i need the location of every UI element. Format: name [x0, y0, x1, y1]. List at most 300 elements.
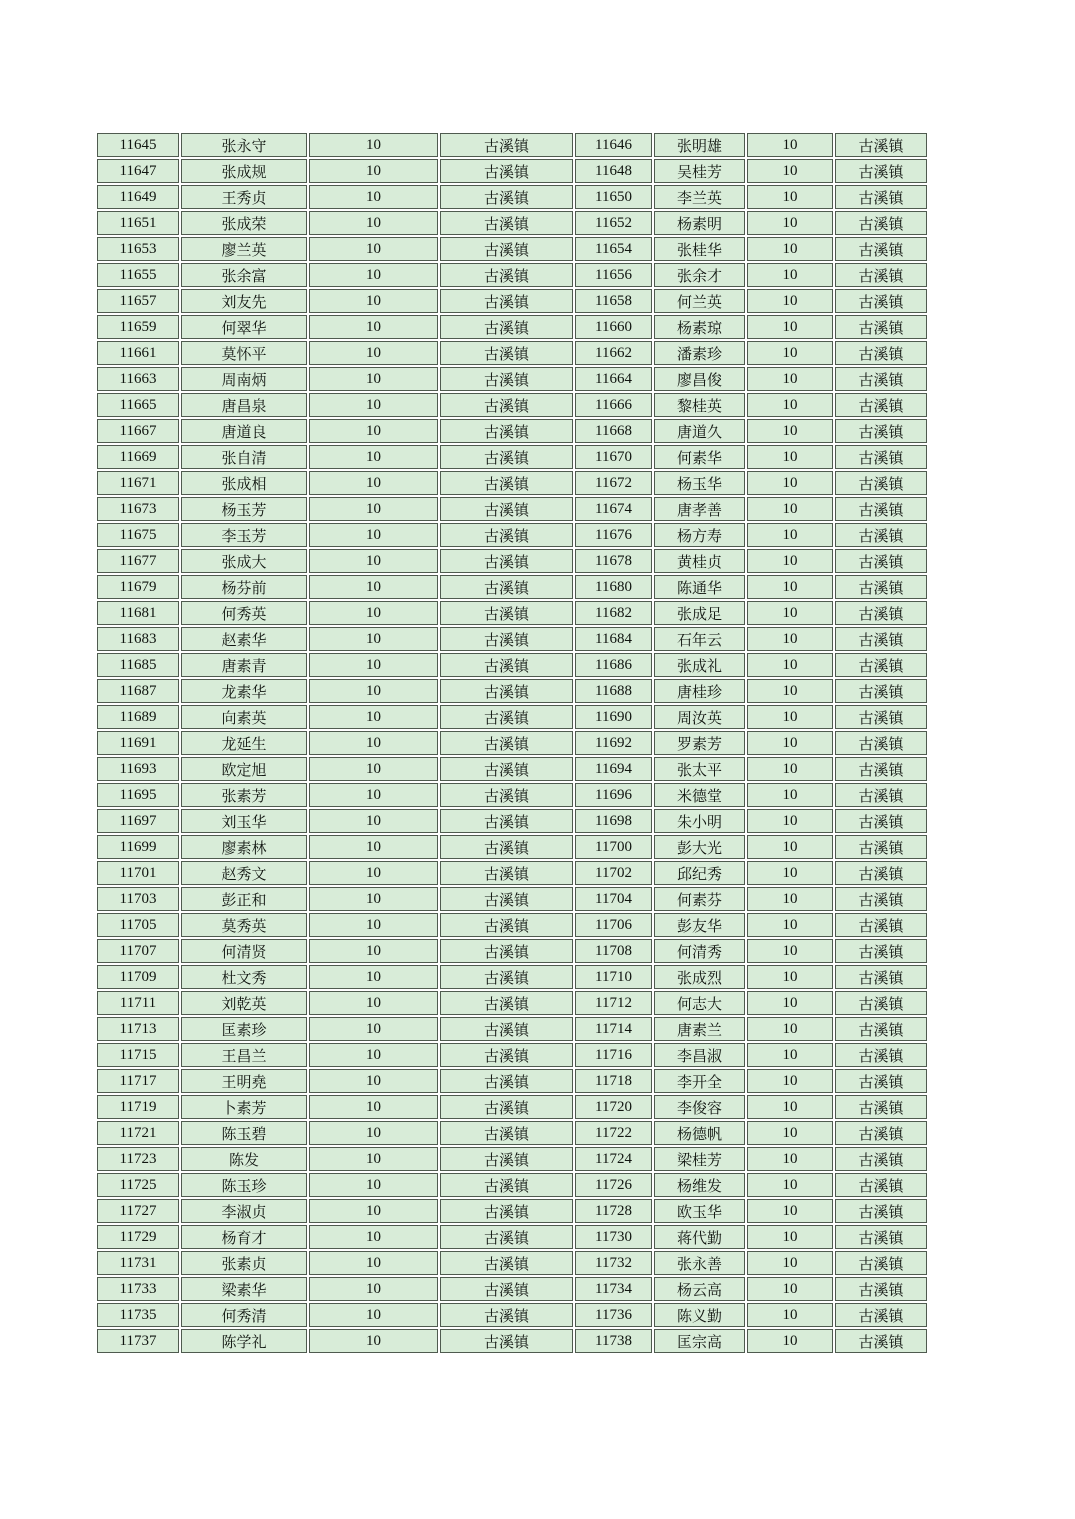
table-row [97, 159, 927, 183]
table-row [97, 471, 927, 495]
table-row [97, 757, 927, 781]
person-id-cell: 11716 [575, 1043, 652, 1067]
town-cell: 古溪镇 [440, 1251, 573, 1275]
person-name-cell: 赵素华 [181, 627, 307, 651]
person-id-cell: 11693 [97, 757, 179, 781]
person-name-cell: 张永善 [654, 1251, 745, 1275]
amount-cell: 10 [309, 887, 438, 911]
person-id-cell: 11706 [575, 913, 652, 937]
person-name-cell: 张成规 [181, 159, 307, 183]
person-name-cell: 龙素华 [181, 679, 307, 703]
town-cell: 古溪镇 [440, 653, 573, 677]
person-id-cell: 11649 [97, 185, 179, 209]
person-id-cell: 11730 [575, 1225, 652, 1249]
person-name-cell: 张明雄 [654, 133, 745, 157]
amount-cell: 10 [747, 705, 833, 729]
town-cell: 古溪镇 [835, 1043, 927, 1067]
town-cell: 古溪镇 [440, 835, 573, 859]
town-cell: 古溪镇 [440, 679, 573, 703]
person-id-cell: 11734 [575, 1277, 652, 1301]
person-name-cell: 米德堂 [654, 783, 745, 807]
town-cell: 古溪镇 [440, 523, 573, 547]
town-cell: 古溪镇 [440, 575, 573, 599]
person-id-cell: 11690 [575, 705, 652, 729]
person-id-cell: 11645 [97, 133, 179, 157]
person-name-cell: 李开全 [654, 1069, 745, 1093]
person-id-cell: 11683 [97, 627, 179, 651]
person-id-cell: 11685 [97, 653, 179, 677]
person-name-cell: 吴桂芳 [654, 159, 745, 183]
amount-cell: 10 [747, 315, 833, 339]
amount-cell: 10 [747, 601, 833, 625]
table-row [97, 1225, 927, 1249]
person-id-cell: 11709 [97, 965, 179, 989]
table-row [97, 445, 927, 469]
person-id-cell: 11707 [97, 939, 179, 963]
person-id-cell: 11647 [97, 159, 179, 183]
table-row [97, 835, 927, 859]
person-name-cell: 唐素青 [181, 653, 307, 677]
person-id-cell: 11703 [97, 887, 179, 911]
person-id-cell: 11684 [575, 627, 652, 651]
table-row [97, 783, 927, 807]
person-name-cell: 王昌兰 [181, 1043, 307, 1067]
table-row [97, 341, 927, 365]
person-id-cell: 11733 [97, 1277, 179, 1301]
amount-cell: 10 [309, 393, 438, 417]
amount-cell: 10 [747, 809, 833, 833]
town-cell: 古溪镇 [440, 419, 573, 443]
person-id-cell: 11704 [575, 887, 652, 911]
amount-cell: 10 [747, 627, 833, 651]
amount-cell: 10 [309, 1303, 438, 1327]
town-cell: 古溪镇 [440, 991, 573, 1015]
person-id-cell: 11659 [97, 315, 179, 339]
amount-cell: 10 [309, 965, 438, 989]
person-name-cell: 张成相 [181, 471, 307, 495]
table-row [97, 1121, 927, 1145]
person-name-cell: 廖兰英 [181, 237, 307, 261]
town-cell: 古溪镇 [835, 757, 927, 781]
amount-cell: 10 [747, 237, 833, 261]
town-cell: 古溪镇 [440, 1173, 573, 1197]
person-name-cell: 李俊容 [654, 1095, 745, 1119]
amount-cell: 10 [309, 1147, 438, 1171]
town-cell: 古溪镇 [440, 1121, 573, 1145]
town-cell: 古溪镇 [835, 1225, 927, 1249]
town-cell: 古溪镇 [440, 393, 573, 417]
table-row [97, 1069, 927, 1093]
person-name-cell: 陈玉珍 [181, 1173, 307, 1197]
person-name-cell: 何秀英 [181, 601, 307, 625]
town-cell: 古溪镇 [440, 497, 573, 521]
person-id-cell: 11689 [97, 705, 179, 729]
person-name-cell: 何素华 [654, 445, 745, 469]
amount-cell: 10 [747, 887, 833, 911]
town-cell: 古溪镇 [835, 1017, 927, 1041]
table-row [97, 419, 927, 443]
town-cell: 古溪镇 [440, 211, 573, 235]
person-name-cell: 杨维发 [654, 1173, 745, 1197]
town-cell: 古溪镇 [835, 679, 927, 703]
person-id-cell: 11679 [97, 575, 179, 599]
person-id-cell: 11650 [575, 185, 652, 209]
person-id-cell: 11664 [575, 367, 652, 391]
person-id-cell: 11722 [575, 1121, 652, 1145]
table-row [97, 1251, 927, 1275]
amount-cell: 10 [747, 1303, 833, 1327]
person-id-cell: 11691 [97, 731, 179, 755]
town-cell: 古溪镇 [440, 887, 573, 911]
person-name-cell: 陈玉碧 [181, 1121, 307, 1145]
town-cell: 古溪镇 [835, 419, 927, 443]
person-name-cell: 张素芳 [181, 783, 307, 807]
person-name-cell: 彭友华 [654, 913, 745, 937]
person-name-cell: 张永守 [181, 133, 307, 157]
person-name-cell: 唐昌泉 [181, 393, 307, 417]
amount-cell: 10 [747, 731, 833, 755]
table-row [97, 497, 927, 521]
person-id-cell: 11712 [575, 991, 652, 1015]
amount-cell: 10 [747, 991, 833, 1015]
person-name-cell: 罗素芳 [654, 731, 745, 755]
town-cell: 古溪镇 [835, 1303, 927, 1327]
person-id-cell: 11686 [575, 653, 652, 677]
amount-cell: 10 [747, 211, 833, 235]
person-id-cell: 11718 [575, 1069, 652, 1093]
person-id-cell: 11671 [97, 471, 179, 495]
town-cell: 古溪镇 [440, 1303, 573, 1327]
town-cell: 古溪镇 [440, 913, 573, 937]
person-id-cell: 11714 [575, 1017, 652, 1041]
amount-cell: 10 [309, 1069, 438, 1093]
town-cell: 古溪镇 [440, 159, 573, 183]
amount-cell: 10 [309, 1121, 438, 1145]
amount-cell: 10 [747, 653, 833, 677]
town-cell: 古溪镇 [835, 263, 927, 287]
town-cell: 古溪镇 [835, 549, 927, 573]
person-id-cell: 11672 [575, 471, 652, 495]
town-cell: 古溪镇 [440, 965, 573, 989]
amount-cell: 10 [309, 341, 438, 365]
person-name-cell: 何素芬 [654, 887, 745, 911]
person-id-cell: 11713 [97, 1017, 179, 1041]
town-cell: 古溪镇 [835, 1199, 927, 1223]
town-cell: 古溪镇 [440, 627, 573, 651]
town-cell: 古溪镇 [835, 211, 927, 235]
person-name-cell: 刘乾英 [181, 991, 307, 1015]
town-cell: 古溪镇 [440, 237, 573, 261]
amount-cell: 10 [309, 1251, 438, 1275]
person-name-cell: 唐素兰 [654, 1017, 745, 1041]
town-cell: 古溪镇 [440, 809, 573, 833]
amount-cell: 10 [747, 1043, 833, 1067]
table-row [97, 185, 927, 209]
person-name-cell: 赵秀文 [181, 861, 307, 885]
person-name-cell: 周汝英 [654, 705, 745, 729]
person-name-cell: 唐孝善 [654, 497, 745, 521]
person-name-cell: 张成礼 [654, 653, 745, 677]
town-cell: 古溪镇 [835, 1329, 927, 1353]
table-row [97, 601, 927, 625]
person-id-cell: 11700 [575, 835, 652, 859]
person-id-cell: 11668 [575, 419, 652, 443]
town-cell: 古溪镇 [835, 835, 927, 859]
table-row [97, 1017, 927, 1041]
amount-cell: 10 [747, 1121, 833, 1145]
town-cell: 古溪镇 [440, 315, 573, 339]
person-id-cell: 11732 [575, 1251, 652, 1275]
amount-cell: 10 [309, 367, 438, 391]
person-name-cell: 何清贤 [181, 939, 307, 963]
town-cell: 古溪镇 [440, 1069, 573, 1093]
person-name-cell: 潘素珍 [654, 341, 745, 365]
person-name-cell: 杨素琼 [654, 315, 745, 339]
person-id-cell: 11737 [97, 1329, 179, 1353]
person-name-cell: 杨芬前 [181, 575, 307, 599]
person-id-cell: 11720 [575, 1095, 652, 1119]
amount-cell: 10 [747, 393, 833, 417]
person-id-cell: 11669 [97, 445, 179, 469]
table-row [97, 913, 927, 937]
table-row [97, 393, 927, 417]
town-cell: 古溪镇 [440, 861, 573, 885]
person-name-cell: 黄桂贞 [654, 549, 745, 573]
person-name-cell: 陈通华 [654, 575, 745, 599]
town-cell: 古溪镇 [440, 1329, 573, 1353]
person-name-cell: 张素贞 [181, 1251, 307, 1275]
town-cell: 古溪镇 [440, 1277, 573, 1301]
amount-cell: 10 [309, 1199, 438, 1223]
person-id-cell: 11651 [97, 211, 179, 235]
person-name-cell: 邱纪秀 [654, 861, 745, 885]
person-id-cell: 11694 [575, 757, 652, 781]
amount-cell: 10 [309, 1017, 438, 1041]
person-id-cell: 11702 [575, 861, 652, 885]
person-name-cell: 杨云高 [654, 1277, 745, 1301]
person-name-cell: 杨方寿 [654, 523, 745, 547]
person-id-cell: 11670 [575, 445, 652, 469]
amount-cell: 10 [309, 549, 438, 573]
roster-body [97, 133, 927, 1353]
table-row [97, 705, 927, 729]
person-id-cell: 11654 [575, 237, 652, 261]
person-id-cell: 11729 [97, 1225, 179, 1249]
person-name-cell: 杨德帆 [654, 1121, 745, 1145]
town-cell: 古溪镇 [835, 1121, 927, 1145]
town-cell: 古溪镇 [440, 1017, 573, 1041]
person-id-cell: 11682 [575, 601, 652, 625]
amount-cell: 10 [747, 419, 833, 443]
town-cell: 古溪镇 [835, 497, 927, 521]
town-cell: 古溪镇 [835, 159, 927, 183]
table-row [97, 315, 927, 339]
town-cell: 古溪镇 [835, 809, 927, 833]
amount-cell: 10 [309, 991, 438, 1015]
amount-cell: 10 [309, 861, 438, 885]
person-id-cell: 11676 [575, 523, 652, 547]
person-name-cell: 欧玉华 [654, 1199, 745, 1223]
table-row [97, 939, 927, 963]
person-name-cell: 何志大 [654, 991, 745, 1015]
town-cell: 古溪镇 [835, 627, 927, 651]
person-name-cell: 彭大光 [654, 835, 745, 859]
amount-cell: 10 [747, 575, 833, 599]
person-name-cell: 莫怀平 [181, 341, 307, 365]
person-id-cell: 11680 [575, 575, 652, 599]
amount-cell: 10 [309, 315, 438, 339]
person-id-cell: 11711 [97, 991, 179, 1015]
person-id-cell: 11708 [575, 939, 652, 963]
document-page [95, 131, 945, 1355]
person-name-cell: 杨育才 [181, 1225, 307, 1249]
table-row [97, 1303, 927, 1327]
roster-table [95, 131, 929, 1355]
person-id-cell: 11673 [97, 497, 179, 521]
person-id-cell: 11662 [575, 341, 652, 365]
person-name-cell: 唐道久 [654, 419, 745, 443]
amount-cell: 10 [309, 653, 438, 677]
town-cell: 古溪镇 [835, 991, 927, 1015]
person-name-cell: 陈义勤 [654, 1303, 745, 1327]
person-name-cell: 黎桂英 [654, 393, 745, 417]
person-name-cell: 张余才 [654, 263, 745, 287]
town-cell: 古溪镇 [440, 1095, 573, 1119]
amount-cell: 10 [309, 939, 438, 963]
person-name-cell: 李玉芳 [181, 523, 307, 547]
person-name-cell: 李淑贞 [181, 1199, 307, 1223]
town-cell: 古溪镇 [440, 185, 573, 209]
person-name-cell: 杨素明 [654, 211, 745, 235]
person-name-cell: 唐道良 [181, 419, 307, 443]
person-name-cell: 廖昌俊 [654, 367, 745, 391]
person-id-cell: 11697 [97, 809, 179, 833]
town-cell: 古溪镇 [835, 393, 927, 417]
town-cell: 古溪镇 [440, 133, 573, 157]
amount-cell: 10 [747, 185, 833, 209]
amount-cell: 10 [747, 159, 833, 183]
amount-cell: 10 [747, 523, 833, 547]
amount-cell: 10 [747, 1017, 833, 1041]
town-cell: 古溪镇 [835, 315, 927, 339]
person-id-cell: 11692 [575, 731, 652, 755]
person-id-cell: 11695 [97, 783, 179, 807]
person-id-cell: 11665 [97, 393, 179, 417]
town-cell: 古溪镇 [835, 445, 927, 469]
town-cell: 古溪镇 [835, 523, 927, 547]
town-cell: 古溪镇 [440, 1199, 573, 1223]
person-id-cell: 11699 [97, 835, 179, 859]
table-row [97, 549, 927, 573]
amount-cell: 10 [309, 471, 438, 495]
person-name-cell: 陈发 [181, 1147, 307, 1171]
amount-cell: 10 [309, 783, 438, 807]
person-name-cell: 梁桂芳 [654, 1147, 745, 1171]
person-name-cell: 廖素林 [181, 835, 307, 859]
person-id-cell: 11677 [97, 549, 179, 573]
table-row [97, 289, 927, 313]
amount-cell: 10 [309, 757, 438, 781]
town-cell: 古溪镇 [440, 367, 573, 391]
town-cell: 古溪镇 [835, 133, 927, 157]
table-row [97, 1277, 927, 1301]
table-row [97, 1147, 927, 1171]
person-name-cell: 陈学礼 [181, 1329, 307, 1353]
amount-cell: 10 [309, 133, 438, 157]
person-name-cell: 张成足 [654, 601, 745, 625]
town-cell: 古溪镇 [440, 289, 573, 313]
table-row [97, 1329, 927, 1353]
town-cell: 古溪镇 [835, 1277, 927, 1301]
town-cell: 古溪镇 [440, 705, 573, 729]
amount-cell: 10 [747, 1199, 833, 1223]
person-name-cell: 张成荣 [181, 211, 307, 235]
town-cell: 古溪镇 [835, 653, 927, 677]
amount-cell: 10 [747, 133, 833, 157]
person-name-cell: 石年云 [654, 627, 745, 651]
amount-cell: 10 [309, 211, 438, 235]
person-name-cell: 王明堯 [181, 1069, 307, 1093]
amount-cell: 10 [747, 835, 833, 859]
town-cell: 古溪镇 [835, 185, 927, 209]
person-name-cell: 杨玉华 [654, 471, 745, 495]
person-id-cell: 11715 [97, 1043, 179, 1067]
person-id-cell: 11717 [97, 1069, 179, 1093]
person-id-cell: 11661 [97, 341, 179, 365]
amount-cell: 10 [309, 185, 438, 209]
person-name-cell: 张成大 [181, 549, 307, 573]
person-name-cell: 周南炳 [181, 367, 307, 391]
person-id-cell: 11736 [575, 1303, 652, 1327]
person-id-cell: 11738 [575, 1329, 652, 1353]
person-name-cell: 张余富 [181, 263, 307, 287]
person-name-cell: 匡宗高 [654, 1329, 745, 1353]
person-id-cell: 11666 [575, 393, 652, 417]
table-row [97, 861, 927, 885]
amount-cell: 10 [747, 1329, 833, 1353]
person-name-cell: 刘玉华 [181, 809, 307, 833]
amount-cell: 10 [747, 445, 833, 469]
town-cell: 古溪镇 [440, 783, 573, 807]
amount-cell: 10 [747, 341, 833, 365]
table-row [97, 653, 927, 677]
table-row [97, 965, 927, 989]
person-name-cell: 匡素珍 [181, 1017, 307, 1041]
town-cell: 古溪镇 [835, 575, 927, 599]
person-name-cell: 卜素芳 [181, 1095, 307, 1119]
amount-cell: 10 [309, 1043, 438, 1067]
person-id-cell: 11728 [575, 1199, 652, 1223]
amount-cell: 10 [309, 809, 438, 833]
person-name-cell: 朱小明 [654, 809, 745, 833]
person-id-cell: 11698 [575, 809, 652, 833]
person-name-cell: 张太平 [654, 757, 745, 781]
person-id-cell: 11710 [575, 965, 652, 989]
town-cell: 古溪镇 [835, 783, 927, 807]
table-row [97, 1199, 927, 1223]
person-name-cell: 何清秀 [654, 939, 745, 963]
town-cell: 古溪镇 [835, 289, 927, 313]
person-id-cell: 11696 [575, 783, 652, 807]
amount-cell: 10 [309, 1329, 438, 1353]
amount-cell: 10 [309, 1173, 438, 1197]
table-row [97, 679, 927, 703]
amount-cell: 10 [309, 913, 438, 937]
amount-cell: 10 [747, 1069, 833, 1093]
town-cell: 古溪镇 [440, 1043, 573, 1067]
person-id-cell: 11667 [97, 419, 179, 443]
person-id-cell: 11726 [575, 1173, 652, 1197]
